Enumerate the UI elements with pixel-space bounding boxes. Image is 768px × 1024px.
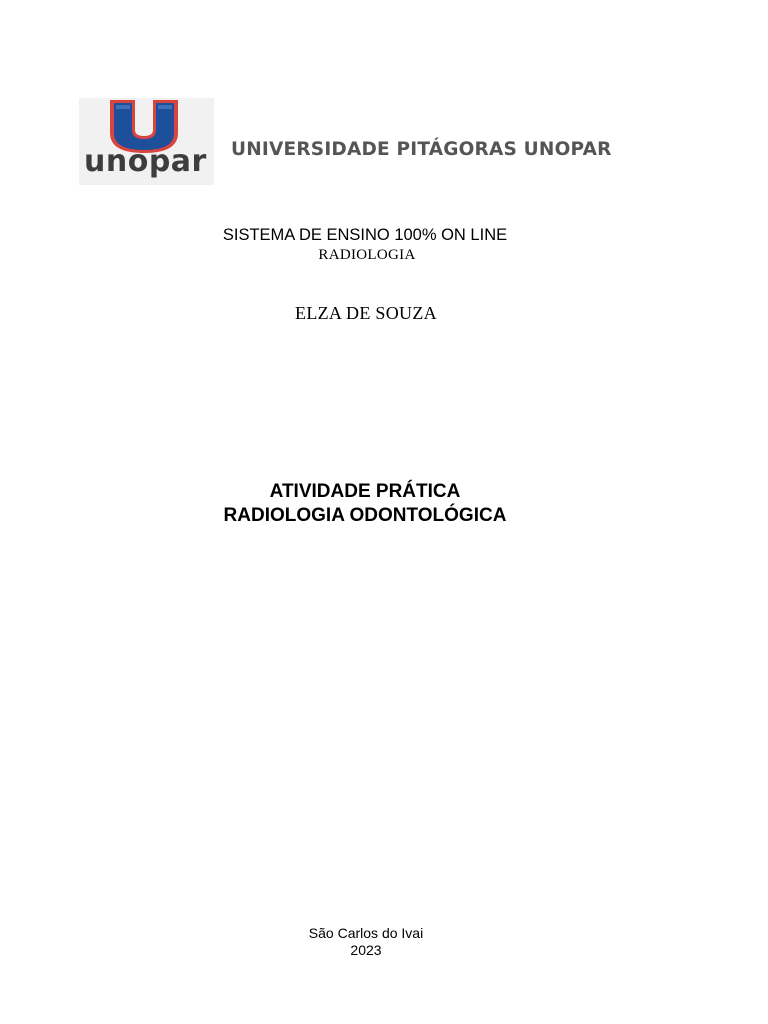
- teaching-system: SISTEMA DE ENSINO 100% ON LINE: [222, 226, 508, 244]
- title-line-1: ATIVIDADE PRÁTICA: [269, 481, 461, 502]
- footer-year: 2023: [350, 942, 382, 958]
- document-title: [0, 480, 730, 528]
- author-name: ELZA DE SOUZA: [295, 303, 437, 323]
- footer: [0, 925, 732, 959]
- logo-wordmark: unopar: [84, 144, 207, 179]
- course-name: RADIOLOGIA: [318, 247, 416, 263]
- university-name: UNIVERSIDADE PITÁGORAS UNOPAR: [231, 139, 612, 160]
- title-line-2: RADIOLOGIA ODONTOLÓGICA: [223, 505, 507, 526]
- footer-city: São Carlos do Ivai: [308, 925, 424, 941]
